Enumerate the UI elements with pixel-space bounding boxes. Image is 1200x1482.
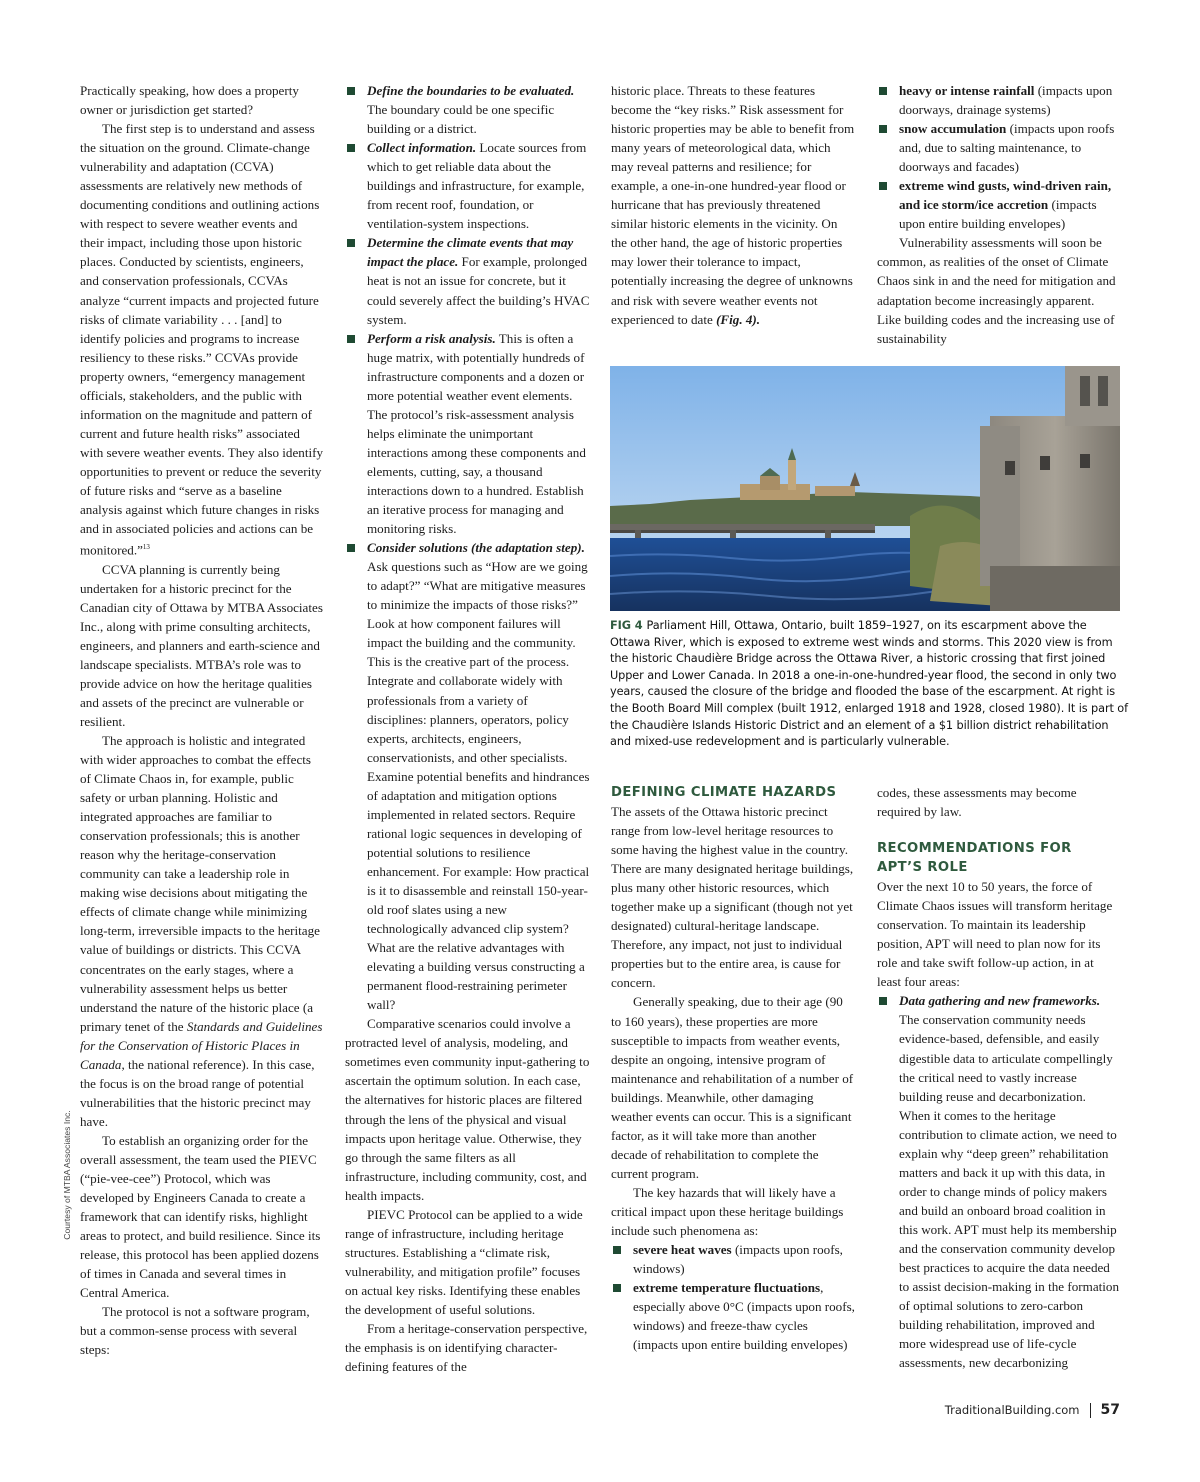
hazard-name: extreme temperature fluctuations (633, 1280, 821, 1296)
footnote-ref: 13 (142, 543, 150, 552)
photo-credit (60, 1072, 74, 1277)
footer-divider (1090, 1403, 1091, 1418)
step-text: This is often a huge matrix, with potentially hundreds of infrastructure components and a dozen or more potential weather event elements. The protocol’s risk-assessment analysis helps eliminate the unimportant interactions among these components and elements, cutting, say, a thousand interactions down to a hundred. Establish an iterative process for managing and monitoring risks. (367, 330, 586, 537)
square-bullet-icon (347, 87, 355, 95)
square-bullet-icon (613, 1246, 621, 1254)
caption-text: Parliament Hill, Ottawa, Ontario, built 1859–1927, on its escarpment above the Ottawa River, which is exposed to extreme west winds and storms. This 2020 view is from the historic Chaudière Bridge across the Ottawa River, a historic crossing that first joined Upper and Lower Canada. In 2018 a one-in-one-hundred-year flood, the second in only two years, caused the closure of the bridge and flooded the base of the escarpment. At right is the Booth Board Mill complex (built 1912, enlarged 1918 and 1928, closed 1980). It is part of the Chaudière Islands Historic District and an element of a $1 billion district rehabilitation and mixed-use redevelopment and is particularly vulnerable. (610, 619, 1128, 749)
square-bullet-icon (347, 144, 355, 152)
hazard-name: heavy or intense rainfall (899, 83, 1035, 98)
paragraph: Over the next 10 to 50 years, the force of Climate Chaos issues will transform heritage conservation. To maintain its leadership position, APT will need to plan now for its role and take swift follow-up action, in at least four areas: (877, 879, 1113, 990)
hazard-name: extreme wind gusts, wind-driven rain, and ice storm/ice accretion (899, 178, 1112, 213)
column-2 (345, 81, 590, 1376)
step-title: Define the boundaries to be evaluated. (367, 83, 575, 98)
section-heading: DEFINING CLIMATE HAZARDS (611, 785, 837, 800)
column-3-top (611, 81, 855, 329)
square-bullet-icon (613, 1284, 621, 1292)
paragraph: Generally speaking, due to their age (90 to 160 years), these properties are more susceptible to impacts from weather events, despite an ongoing, intensive program of maintenance and rehabilitation of a number of buildings. Meanwhile, other damaging weather events can occur. This is a significant factor, as it will take more than another decade of rehabilitation to complete the current program. (611, 994, 854, 1181)
hazard-list (611, 1240, 855, 1354)
paragraph-text: the national reference). In this case, the focus is on the broad range of potential vulnerabilities that the historic precinct may have. (80, 1056, 315, 1129)
recommendation-title: Data gathering and new frameworks. (899, 993, 1101, 1009)
hazard-text: (impacts upon entire building envelopes) (899, 197, 1097, 232)
square-bullet-icon (879, 997, 887, 1005)
paragraph: The key hazards that will likely have a critical impact upon these heritage buildings include such phenomena as: (611, 1184, 844, 1239)
square-bullet-icon (347, 544, 355, 552)
hazard-name: snow accumulation (899, 121, 1007, 137)
step-text: The boundary could be one specific building or a district. (367, 102, 555, 137)
paragraph: The assets of the Ottawa historic precinct range from low-level heritage resources to some having the highest value in the country. There are many designated heritage buildings, plus many other historic resources, which together make up a significant (though not yet designated) cultural-heritage landscape. Therefore, any impact, not just to individual properties but to the entire area, is cause for concern. (611, 804, 854, 991)
step-title: Collect information. (367, 140, 477, 156)
column-4-top (877, 81, 1120, 348)
paragraph-text: historic place. Threats to these features become the “key risks.” Risk assessment for historic properties may be able to benefit from many years of meteorological data, which may reveal patterns and resilience; for example, a one-in-one hundred-year flood or hurricane that has previously threatened similar historic elements in the vicinity. On the other hand, the age of historic properties may lower their tolerance to impact, potentially increasing the degree of unknowns and risk with severe weather events not experienced to date (611, 83, 855, 327)
paragraph: To establish an organizing order for the overall assessment, the team used the PIEVC (“pie-vee-cee”) Protocol, which was developed by Engineers Canada to create a framework that can identify risks, highlight areas to protect, and build resilience. Since its release, this protocol has been applied dozens of times in Canada and several times in Central America. (80, 1132, 321, 1301)
site-name: TraditionalBuilding.com (944, 1403, 1080, 1417)
paragraph: codes, these assessments may become required by law. (877, 785, 1077, 820)
paragraph: The protocol is not a software program, but a common-sense process with several steps: (80, 1304, 310, 1358)
hazard-text: (impacts upon roofs and, due to salting maintenance, to doorways and facades) (899, 121, 1115, 175)
list-item (877, 176, 1120, 233)
list-item (877, 991, 1120, 1372)
section-heading: RECOMMENDATIONS FOR APT’S ROLE (877, 841, 1072, 876)
hazard-text: , especially above 0°C (impacts upon roofs, windows) and freeze-thaw cycles (impacts upon entire building envelopes) (633, 1280, 855, 1353)
square-bullet-icon (879, 87, 887, 95)
figure-caption (610, 618, 1130, 751)
step-title: Determine the climate events that may impact the place. (367, 235, 574, 270)
paragraph: CCVA planning is currently being undertaken for a historic precinct for the Canadian city of Ottawa by MTBA Associates Inc., along with prime consulting architects, engineers, and planners and earth-science and landscape specialists. MTBA’s role was to provide advice on how the heritage qualities and assets of the precinct are vulnerable or resilient. (80, 561, 323, 729)
step-title: Perform a risk analysis. (367, 330, 496, 346)
paragraph: PIEVC Protocol can be applied to a wide range of infrastructure, including heritage structures. Establishing a “climate risk, vulnerability, and mitigation profile” focuses on actual key risks. Identifying these enables the development of useful solutions. (345, 1206, 583, 1317)
list-item (877, 81, 1120, 119)
step-text: For example, prolonged heat is not an issue for concrete, but it could severely affect the building’s HVAC system. (367, 254, 590, 327)
square-bullet-icon (879, 125, 887, 133)
page-footer (945, 1400, 1120, 1420)
list-item (877, 119, 1120, 176)
column-4-bottom (877, 783, 1120, 1372)
step-title: Consider solutions (the adaptation step). (367, 540, 585, 556)
recommendation-text: The conservation community needs evidence-based, defensible, and easily digestible data to articulate compellingly the critical need to vastly increase building reuse and decarbonization. When it comes to the heritage contribution to climate action, we need to explain why “deep green” rehabilitation matters and back it up with this data, in order to change minds of policy makers and build an onboard broad coalition in this work. APT must help its membership and the conservation community develop best practices to acquire the data needed to assist decision-making in the formation of optimal solutions to zero-carbon building rehabilitation, improved and more widespread use of life-cycle assessments, new decarbonizing (899, 1012, 1120, 1371)
step-text: Locate sources from which to get reliable data about the buildings and infrastructure, for example, from recent roof, foundation, or ventilation-system inspections. (367, 140, 587, 232)
photo-illustration (610, 366, 1120, 611)
list-item (345, 233, 590, 328)
hazard-name: severe heat waves (633, 1242, 732, 1258)
list-item (345, 81, 590, 138)
paragraph: Practically speaking, how does a property owner or jurisdiction get started? (80, 83, 299, 118)
column-3-bottom (611, 783, 855, 1354)
parliament-hill-photo (610, 366, 1120, 611)
list-item (345, 138, 590, 233)
hazard-text: (impacts upon roofs, windows) (633, 1242, 843, 1277)
figure-reference: (Fig. 4). (716, 311, 761, 327)
credit-text: Courtesy of MTBA Associates Inc. (62, 1109, 72, 1240)
recommendation-list (877, 991, 1120, 1372)
paragraph (80, 731, 324, 1131)
italic-reference: Standards and Guidelines for the Conservation of Historic Places in Canada, (80, 1018, 323, 1072)
paragraph: Vulnerability assessments will soon be common, as realities of the onset of Climate Chaos sink in and the need for mitigation and adaptation become increasingly apparent. Like building codes and the increasing use of sustainability (877, 235, 1116, 346)
figure-label: FIG 4 (610, 619, 643, 632)
list-item (611, 1278, 855, 1354)
list-item (345, 329, 590, 539)
paragraph-text: The first step is to understand and assess the situation on the ground. Climate-change vulnerability and adaptation (CCVA) assessments are relatively new methods of documenting conditions and outlining actions with respect to severe weather events and their impact, including those upon historic places. Conducted by scientists, engineers, and conservation professionals, CCVAs analyze “current impacts and projected future risks of climate variability . . . [and] to identify policies and programs to increase resiliency to these risks.” CCVAs provide property owners, “emergency management officials, stakeholders, and the public with information on the magnitude and pattern of current and future health risks” associated with severe weather events. They also identify opportunities to prevent or reduce the severity of future risks and “serve as a baseline analysis against which future changes in risks and in associated policies and actions can be monitored.” (80, 121, 324, 558)
square-bullet-icon (879, 182, 887, 190)
paragraph: From a heritage-conservation perspective, the emphasis is on identifying character-defining features of the (345, 1321, 588, 1375)
list-item (345, 538, 590, 1014)
square-bullet-icon (347, 239, 355, 247)
hazard-list (877, 81, 1120, 233)
step-text: Ask questions such as “How are we going to adapt?” “What are mitigative measures to minimize the impacts of those risks?” Look at how component failures will impact the building and the community. This is the creative part of the process. Integrate and collaborate widely with professionals from a variety of disciplines: planners, operators, policy experts, architects, engineers, conservationists, and other specialists. Examine potential benefits and hindrances of adaptation and mitigation options implemented in related sectors. Require rational logic sequences in developing of potential solutions to resilience enhancement. For example: How practical is it to disassemble and reinstall 150-year-old roof slates using a new technologically advanced clip system? What are the relative advantages with elevating a building versus constructing a permanent flood-restraining perimeter wall? (367, 559, 590, 1013)
hazard-text: (impacts upon doorways, drainage systems) (899, 83, 1113, 118)
paragraph (80, 119, 324, 559)
column-1 (80, 81, 324, 1360)
paragraph (611, 81, 855, 329)
page-number: 57 (1100, 1402, 1120, 1418)
protocol-steps-list (345, 81, 590, 1014)
paragraph-text: The approach is holistic and integrated with wider approaches to combat the effects of Climate Chaos in, for example, public safety or urban planning. Holistic and integrated approaches are familiar to conservation professionals; this is another reason why the heritage-conservation community can take a leadership role in making wise decisions about mitigating the effects of climate change while minimizing long-term, irreversible impacts to the heritage value of buildings or districts. This CCVA concentrates on the early stages, where a vulnerability assessment helps us better understand the nature of the historic place (a primary tenet of the (80, 732, 320, 1034)
square-bullet-icon (347, 335, 355, 343)
paragraph: Comparative scenarios could involve a protracted level of analysis, modeling, and sometimes even community input-gathering to ascertain the optimum solution. In each case, the alternatives for historic places are filtered through the lens of the physical and visual impacts upon heritage value. Otherwise, they go through the same filters as all infrastructure, including community, cost, and health impacts. (345, 1016, 590, 1203)
list-item (611, 1240, 855, 1278)
